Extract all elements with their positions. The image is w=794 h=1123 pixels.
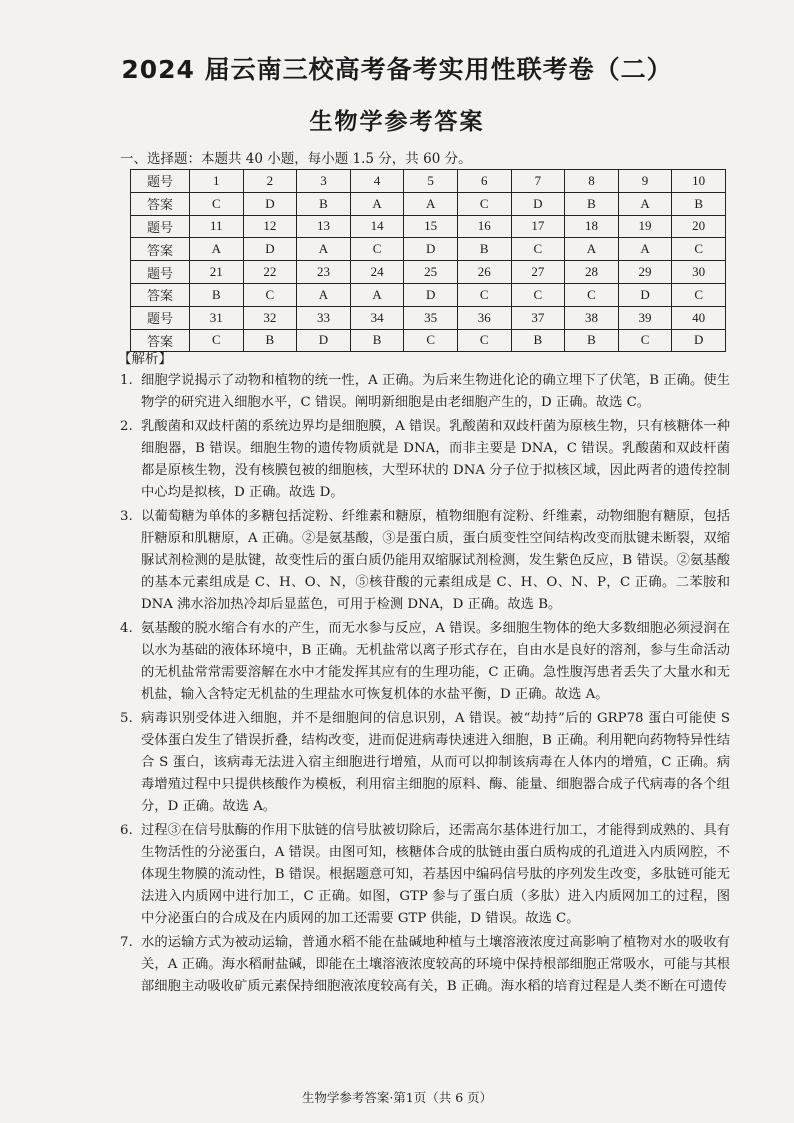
answer-cell: D — [511, 192, 565, 215]
explanation-text: 细胞学说揭示了动物和植物的统一性，A 正确。为后来生物进化论的确立埋下了伏笔，B 正确。使生物学的研究进入细胞水平，C 错误。阐明新细胞是由老细胞产生的，D 正确。故选 C。 — [141, 373, 730, 410]
answer-row-label: 答案 — [131, 329, 190, 352]
answer-cell: B — [672, 192, 726, 215]
answer-cell: B — [190, 283, 244, 306]
exam-title: 2024 届云南三校高考备考实用性联考卷（二） — [121, 55, 673, 84]
explanation-number: 3. — [120, 509, 133, 524]
answer-cell: A — [297, 238, 351, 261]
question-number-cell: 21 — [190, 261, 244, 284]
answer-cell: B — [511, 329, 565, 352]
explanation-number: 1. — [120, 373, 133, 388]
question-row-label: 题号 — [131, 261, 190, 284]
answer-row — [131, 329, 726, 352]
question-number-cell: 17 — [511, 215, 565, 238]
answer-cell: D — [297, 329, 351, 352]
question-number-cell: 20 — [672, 215, 726, 238]
question-number-row — [131, 215, 726, 238]
answer-cell: C — [511, 283, 565, 306]
question-number-cell: 11 — [190, 215, 244, 238]
question-number-cell: 16 — [457, 215, 511, 238]
question-number-cell: 18 — [565, 215, 619, 238]
question-number-row — [131, 170, 726, 193]
answer-cell: A — [350, 192, 404, 215]
explanation-text: 水的运输方式为被动运输，普通水稻不能在盐碱地种植与土壤溶液浓度过高影响了植物对水的吸收有关，A 正确。海水稻耐盐碱，即能在土壤溶液浓度较高的环境中保持根部细胞正常吸水，可能与其根部细胞主动吸收矿质元素保持细胞液浓度较高有关，B 正确。海水稻的培育过程是人类不断在可遗传 — [141, 935, 730, 994]
question-number-cell: 40 — [672, 306, 726, 329]
answer-cell: A — [297, 283, 351, 306]
explanation-list — [120, 370, 730, 1000]
answer-cell: D — [243, 192, 297, 215]
question-number-row — [131, 306, 726, 329]
question-number-cell: 22 — [243, 261, 297, 284]
question-number-cell: 3 — [297, 170, 351, 193]
explanation-text: 过程③在信号肽酶的作用下肽链的信号肽被切除后，还需高尔基体进行加工，才能得到成熟的、具有生物活性的分泌蛋白，A 错误。由图可知，核糖体合成的肽链由蛋白质构成的孔道进入内质网腔，不体现生物膜的流动性，B 错误。根据题意可知，若基因中编码信号肽的序列发生改变，多肽链可能无法进入内质网中进行加工，C 正确。如图，GTP 参与了蛋白质（多肽）进入内质网加工的过程，图中分泌蛋白的合成及在内质网的加工还需要 GTP 供能，D 错误。故选 C。 — [141, 823, 730, 926]
analysis-label: 【解析】 — [118, 351, 172, 367]
explanation-text: 以葡萄糖为单体的多糖包括淀粉、纤维素和糖原，植物细胞有淀粉、纤维素，动物细胞有糖原，包括肝糖原和肌糖原，A 正确。②是氨基酸，③是蛋白质，蛋白质变性空间结构改变而肽键未断裂，双缩脲试剂检测的是肽键，故变性后的蛋白质仍能用双缩脲试剂检测，发生紫色反应，B 错误。②氨基酸的基本元素组成是 C、H、O、N，⑤核苷酸的元素组成是 C、H、O、N、P，C 正确。二苯胺和 DNA 沸水浴加热冷却后显蓝色，可用于检测 DNA，D 正确。故选 B。 — [141, 509, 730, 612]
question-number-cell: 35 — [404, 306, 458, 329]
question-number-cell: 32 — [243, 306, 297, 329]
answer-cell: A — [404, 192, 458, 215]
question-number-cell: 26 — [457, 261, 511, 284]
question-number-cell: 4 — [350, 170, 404, 193]
answer-cell: A — [618, 192, 672, 215]
explanation-number: 5. — [120, 711, 133, 726]
answer-cell: B — [565, 192, 619, 215]
answer-row — [131, 283, 726, 306]
answer-cell: B — [350, 329, 404, 352]
question-number-cell: 34 — [350, 306, 404, 329]
question-number-cell: 10 — [672, 170, 726, 193]
explanation-item — [120, 618, 730, 706]
answer-cell: C — [243, 283, 297, 306]
question-number-cell: 15 — [404, 215, 458, 238]
answer-row — [131, 192, 726, 215]
answer-row-label: 答案 — [131, 192, 190, 215]
answer-cell: C — [511, 238, 565, 261]
answer-cell: C — [457, 329, 511, 352]
question-number-cell: 23 — [297, 261, 351, 284]
question-number-cell: 33 — [297, 306, 351, 329]
explanation-number: 2. — [120, 419, 133, 434]
explanation-text: 氨基酸的脱水缩合有水的产生，而无水参与反应，A 错误。多细胞生物体的绝大多数细胞必须浸润在以水为基础的液体环境中，B 正确。无机盐常以离子形式存在，自由水是良好的溶剂，参与生命活动的无机盐常常需要溶解在水中才能发挥其应有的生理功能，C 正确。急性腹泻患者丢失了大量水和无机盐，输入含特定无机盐的生理盐水可恢复机体的水盐平衡，D 正确。故选 A。 — [141, 621, 730, 702]
answer-row-label: 答案 — [131, 283, 190, 306]
answer-cell: C — [565, 283, 619, 306]
question-number-cell: 30 — [672, 261, 726, 284]
question-number-cell: 29 — [618, 261, 672, 284]
section-heading: 一、选择题：本题共 40 小题，每小题 1.5 分，共 60 分。 — [120, 151, 472, 167]
question-number-cell: 8 — [565, 170, 619, 193]
answer-cell: D — [404, 238, 458, 261]
question-number-cell: 6 — [457, 170, 511, 193]
explanation-item — [120, 506, 730, 616]
question-number-row — [131, 261, 726, 284]
answer-cell: C — [672, 238, 726, 261]
answer-cell: B — [565, 329, 619, 352]
question-number-cell: 1 — [190, 170, 244, 193]
explanation-text: 乳酸菌和双歧杆菌的系统边界均是细胞膜，A 错误。乳酸菌和双歧杆菌为原核生物，只有核糖体一种细胞器，B 错误。细胞生物的遗传物质就是 DNA，而非主要是 DNA，C 错误。乳酸菌和双歧杆菌都是原核生物，没有核膜包被的细胞核，大型环状的 DNA 分子位于拟核区域，因此两者的遗传控制中心均是拟核，D 正确。故选 D。 — [141, 419, 730, 500]
explanation-item — [120, 416, 730, 504]
explanation-text: 病毒识别受体进入细胞，并不是细胞间的信息识别，A 错误。被“劫持”后的 GRP78 蛋白可能使 S 受体蛋白发生了错误折叠，结构改变，进而促进病毒快速进入细胞，B 正确。利用靶向药物特异性结合 S 蛋白，该病毒无法进入宿主细胞进行增殖，从而可以抑制该病毒在人体内的增殖，C 正确。病毒增殖过程中只提供核酸作为模板，利用宿主细胞的原料、酶、能量、细胞器合成子代病毒的各个组分，D 正确。故选 A。 — [141, 711, 730, 814]
answer-cell: C — [190, 192, 244, 215]
answer-cell: C — [190, 329, 244, 352]
question-number-cell: 9 — [618, 170, 672, 193]
question-number-cell: 14 — [350, 215, 404, 238]
answer-cell: D — [618, 283, 672, 306]
answer-cell: C — [618, 329, 672, 352]
question-number-cell: 39 — [618, 306, 672, 329]
explanation-item — [120, 820, 730, 930]
question-number-cell: 2 — [243, 170, 297, 193]
question-row-label: 题号 — [131, 306, 190, 329]
question-number-cell: 12 — [243, 215, 297, 238]
question-number-cell: 38 — [565, 306, 619, 329]
question-number-cell: 5 — [404, 170, 458, 193]
explanation-number: 7. — [120, 935, 133, 950]
answer-cell: B — [457, 238, 511, 261]
question-number-cell: 7 — [511, 170, 565, 193]
question-number-cell: 37 — [511, 306, 565, 329]
answer-cell: C — [457, 283, 511, 306]
explanation-number: 6. — [120, 823, 133, 838]
answer-cell: A — [350, 283, 404, 306]
question-number-cell: 31 — [190, 306, 244, 329]
answer-row-label: 答案 — [131, 238, 190, 261]
explanation-number: 4. — [120, 621, 133, 636]
question-number-cell: 24 — [350, 261, 404, 284]
answer-cell: D — [404, 283, 458, 306]
answer-cell: C — [457, 192, 511, 215]
explanation-item — [120, 932, 730, 998]
answer-cell: A — [190, 238, 244, 261]
answer-cell: D — [243, 238, 297, 261]
answer-cell: B — [243, 329, 297, 352]
answer-cell: C — [672, 283, 726, 306]
page-footer: 生物学参考答案·第1页（共 6 页） — [301, 1090, 493, 1105]
question-number-cell: 19 — [618, 215, 672, 238]
question-number-cell: 27 — [511, 261, 565, 284]
explanation-item — [120, 370, 730, 414]
answer-cell: D — [672, 329, 726, 352]
answer-row — [131, 238, 726, 261]
question-number-cell: 25 — [404, 261, 458, 284]
explanation-item — [120, 708, 730, 818]
question-number-cell: 36 — [457, 306, 511, 329]
answer-cell: B — [297, 192, 351, 215]
answer-key-subtitle: 生物学参考答案 — [309, 109, 485, 135]
answer-cell: A — [618, 238, 672, 261]
question-row-label: 题号 — [131, 215, 190, 238]
answer-cell: C — [404, 329, 458, 352]
question-number-cell: 28 — [565, 261, 619, 284]
question-row-label: 题号 — [131, 170, 190, 193]
answer-cell: A — [565, 238, 619, 261]
question-number-cell: 13 — [297, 215, 351, 238]
answer-cell: C — [350, 238, 404, 261]
answer-table — [130, 169, 726, 352]
